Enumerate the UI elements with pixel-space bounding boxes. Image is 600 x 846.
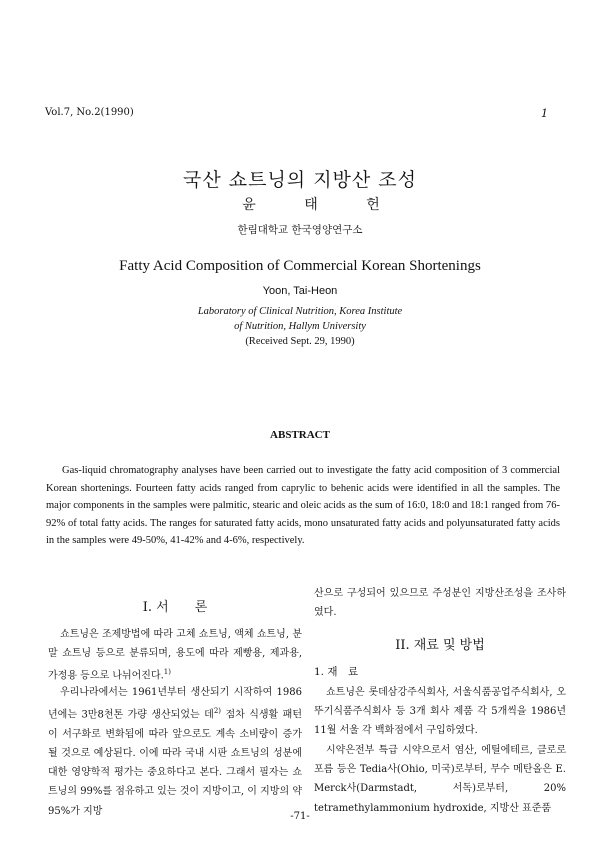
methods-heading: II. 재료 및 방법 bbox=[395, 638, 485, 653]
intro-paragraph-2-text-a: 우리나라에서는 1961년부터 생산되기 시작하여 1986년에는 3만8천톤 가량 생산되었는 데 bbox=[48, 687, 302, 721]
journal-volume: Vol.7, No.2(1990) bbox=[45, 107, 134, 118]
affiliation-korean: 한림대학교 한국영양연구소 bbox=[237, 224, 363, 236]
reference-2: 2) bbox=[213, 707, 221, 716]
materials-paragraph-2: 시약은전부 특급 시약으로서 염산, 에틸에테르, 클로로포름 등은 Tedia사(Ohio, 미국)로부터, 무수 메탄올은 E. Merck사(Darmstadt, 서독)로부터, 20% tetramethylammonium hydroxide, 지방산 표준품 bbox=[314, 745, 566, 814]
received-date: (Received Sept. 29, 1990) bbox=[245, 336, 355, 347]
abstract-body: Gas-liquid chromatography analyses have been carried out to investigate the fatty acid composition of 3 commercial Korean shortenings. Fourteen fatty acids ranged from caprylic to behenic acids were identified in all the samples. The major components in the samples were palmitic, stearic and oleic acids as the sum of 16:0, 18:0 and 18:1 ranged from 76-92% of total fatty acids. The ranges for saturated fatty acids, mono unsaturated fatty acids and polyunsaturated fatty acids in the samples were 49-50%, 41-42% and 4-6%, respectively. bbox=[46, 465, 560, 546]
author-english: Yoon, Tai-Heon bbox=[262, 285, 338, 297]
reference-1: 1) bbox=[163, 668, 171, 677]
affiliation-english-line1: Laboratory of Clinical Nutrition, Korea Institute bbox=[197, 306, 403, 317]
abstract-heading: ABSTRACT bbox=[270, 429, 330, 441]
title-english: Fatty Acid Composition of Commercial Korean Shortenings bbox=[119, 258, 481, 274]
intro-heading: I. 서 론 bbox=[142, 600, 208, 615]
title-korean: 국산 쇼트닝의 지방산 조성 bbox=[182, 169, 417, 191]
materials-paragraph-1: 쇼트닝은 롯데삼강주식회사, 서울식품공업주식회사, 오뚜기식품주식회사 등 3개 회사 제품 각 5개씩을 1986년 11월 서울 각 백화점에서 구입하였다. bbox=[314, 687, 566, 737]
intro-paragraph-2-text-b: 점차 식생활 패턴이 서구화로 변화됨에 따라 앞으로도 계속 소비량이 증가될 것으로 예상된다. 이에 따라 국내 시판 쇼트닝의 성분에 대한 영양학적 평가는 중요하다고 본다. 그래서 필자는 쇼트닝의 99%를 점유하고 있는 것이 지방이고, 이 지방의 약 95%가 지방 bbox=[48, 709, 302, 817]
affiliation-english-line2: of Nutrition, Hallym University bbox=[234, 321, 366, 332]
page-marker: 1 bbox=[541, 107, 548, 120]
materials-subheading: 1. 재 료 bbox=[314, 666, 359, 678]
page-number: -71- bbox=[290, 811, 310, 822]
affiliation-english bbox=[0, 304, 600, 334]
intro-paragraph-1-text: 쇼트닝은 조제방법에 따라 고체 쇼트닝, 액체 쇼트닝, 분말 쇼트닝 등으로 분류되며, 용도에 따라 제빵용, 제과용, 가정용 등으로 나뉘어진다. bbox=[48, 629, 302, 682]
intro-paragraph-2 bbox=[48, 683, 302, 821]
intro-section bbox=[48, 596, 302, 615]
intro-continuation: 산으로 구성되어 있으므로 주성분인 지방산조성을 조사하였다. bbox=[314, 588, 566, 619]
author-korean: 윤 태 헌 bbox=[242, 197, 402, 213]
intro-paragraph-1 bbox=[48, 625, 302, 686]
